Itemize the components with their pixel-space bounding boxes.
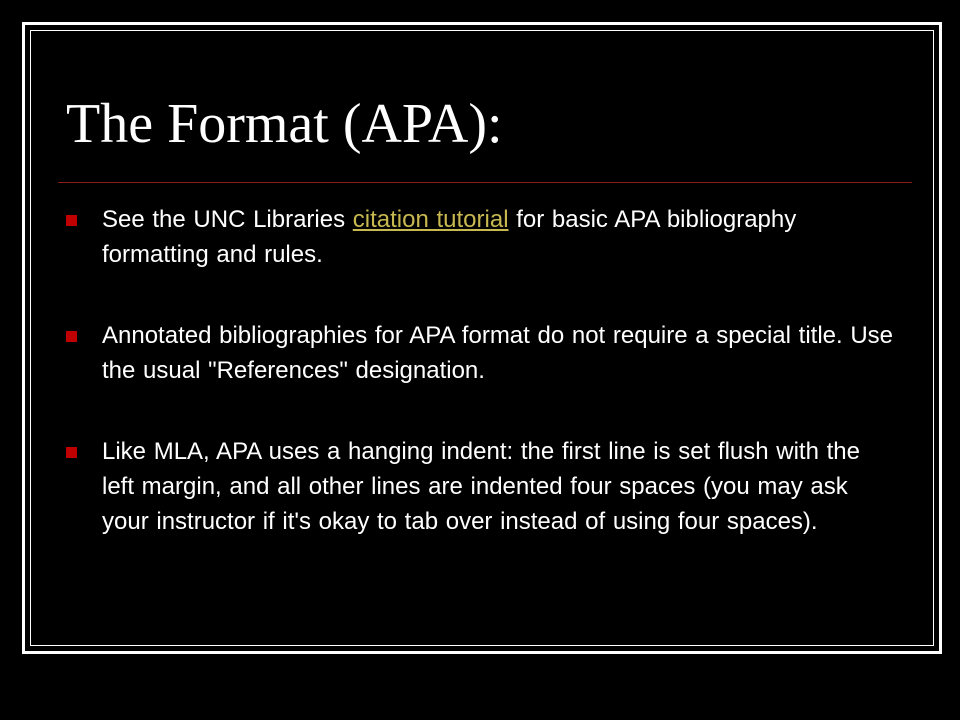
bullet-text: Like MLA, APA uses a hanging indent: the first line is set flush with the left margin, and all other lines are indented four spaces (you may ask your instructor if it's okay to tab over instead of using four spaces). [102, 438, 860, 535]
citation-tutorial-link[interactable]: citation tutorial [352, 206, 509, 233]
bullet-item-citation-tutorial [66, 202, 896, 272]
bullet-list [66, 202, 896, 585]
bullet-item-hanging-indent [66, 434, 896, 539]
bullet-item-references-title [66, 318, 896, 388]
slide-title: The Format (APA): [66, 93, 503, 155]
square-bullet-icon [66, 215, 77, 226]
title-divider [58, 182, 912, 183]
bullet-text: Annotated bibliographies for APA format do not require a special title. Use the usual "References" designation. [102, 322, 894, 384]
square-bullet-icon [66, 447, 77, 458]
square-bullet-icon [66, 331, 77, 342]
bullet-text-before-link: See the UNC Libraries [102, 206, 353, 233]
bullet-text-after-link: for basic APA bibliography formatting and rules. [102, 206, 797, 268]
